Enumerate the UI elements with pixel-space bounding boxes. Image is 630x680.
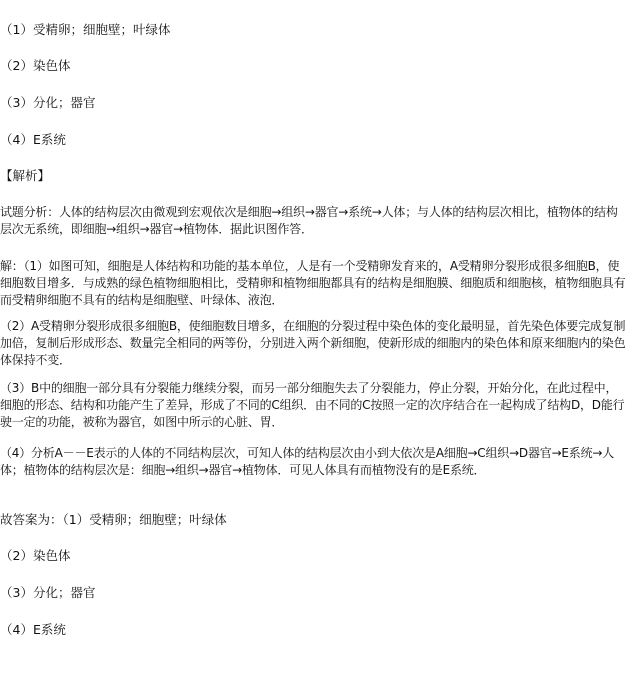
- answer-line-3: （3）分化；器官: [0, 95, 96, 110]
- analysis-paragraph-3: （3）B中的细胞一部分具有分裂能力继续分裂，而另一部分细胞失去了分裂能力，停止分裂，开始分化，在此过程中，细胞的形态、结构和功能产生了差异，形成了不同的C组织．由不同的C按照一定的次序结合在一起构成了结构D，D能行驶一定的功能，被称为器官，如图中所示的心脏、胃．: [0, 381, 625, 429]
- final-answer-line-2: （2）染色体: [0, 548, 71, 563]
- analysis-paragraph-2: （2）A受精卵分裂形成很多细胞B，使细胞数目增多，在细胞的分裂过程中染色体的变化最明显，首先染色体要完成复制加倍，复制后形成形态、数量完全相同的两等份，分别进入两个新细胞，使新形成的细胞内的染色体和原来细胞内的染色体保持不变．: [0, 319, 626, 367]
- analysis-paragraph-1: 解：（1）如图可知，细胞是人体结构和功能的基本单位，人是有一个受精卵发育来的，A受精卵分裂形成很多细胞B，使细胞数目增多．与成熟的绿色植物细胞相比，受精卵和植物细胞都具有的结构是细胞膜、细胞质和细胞核，植物细胞具有而受精卵细胞不具有的结构是细胞壁、叶绿体、液泡．: [0, 259, 626, 307]
- answer-line-1: （1）受精卵；细胞壁；叶绿体: [0, 22, 171, 37]
- analysis-intro-paragraph: 试题分析：人体的结构层次由微观到宏观依次是细胞→组织→器官→系统→人体；与人体的结构层次相比，植物体的结构层次无系统，即细胞→组织→器官→植物体．据此识图作答．: [0, 205, 618, 236]
- answer-line-2: （2）染色体: [0, 58, 71, 73]
- final-answer-line-1: 故答案为：（1）受精卵；细胞壁；叶绿体: [0, 512, 227, 527]
- analysis-paragraph-4: （4）分析A－－E表示的人体的不同结构层次，可知人体的结构层次由小到大依次是A细胞→C组织→D器官→E系统→人体；植物体的结构层次是：细胞→组织→器官→植物体．可见人体具有而植物没有的是E系统．: [0, 446, 615, 477]
- final-answer-line-3: （3）分化；器官: [0, 585, 96, 600]
- answer-line-4: （4）E系统: [0, 132, 66, 147]
- analysis-heading: 【解析】: [0, 168, 51, 183]
- final-answer-line-4: （4）E系统: [0, 622, 66, 637]
